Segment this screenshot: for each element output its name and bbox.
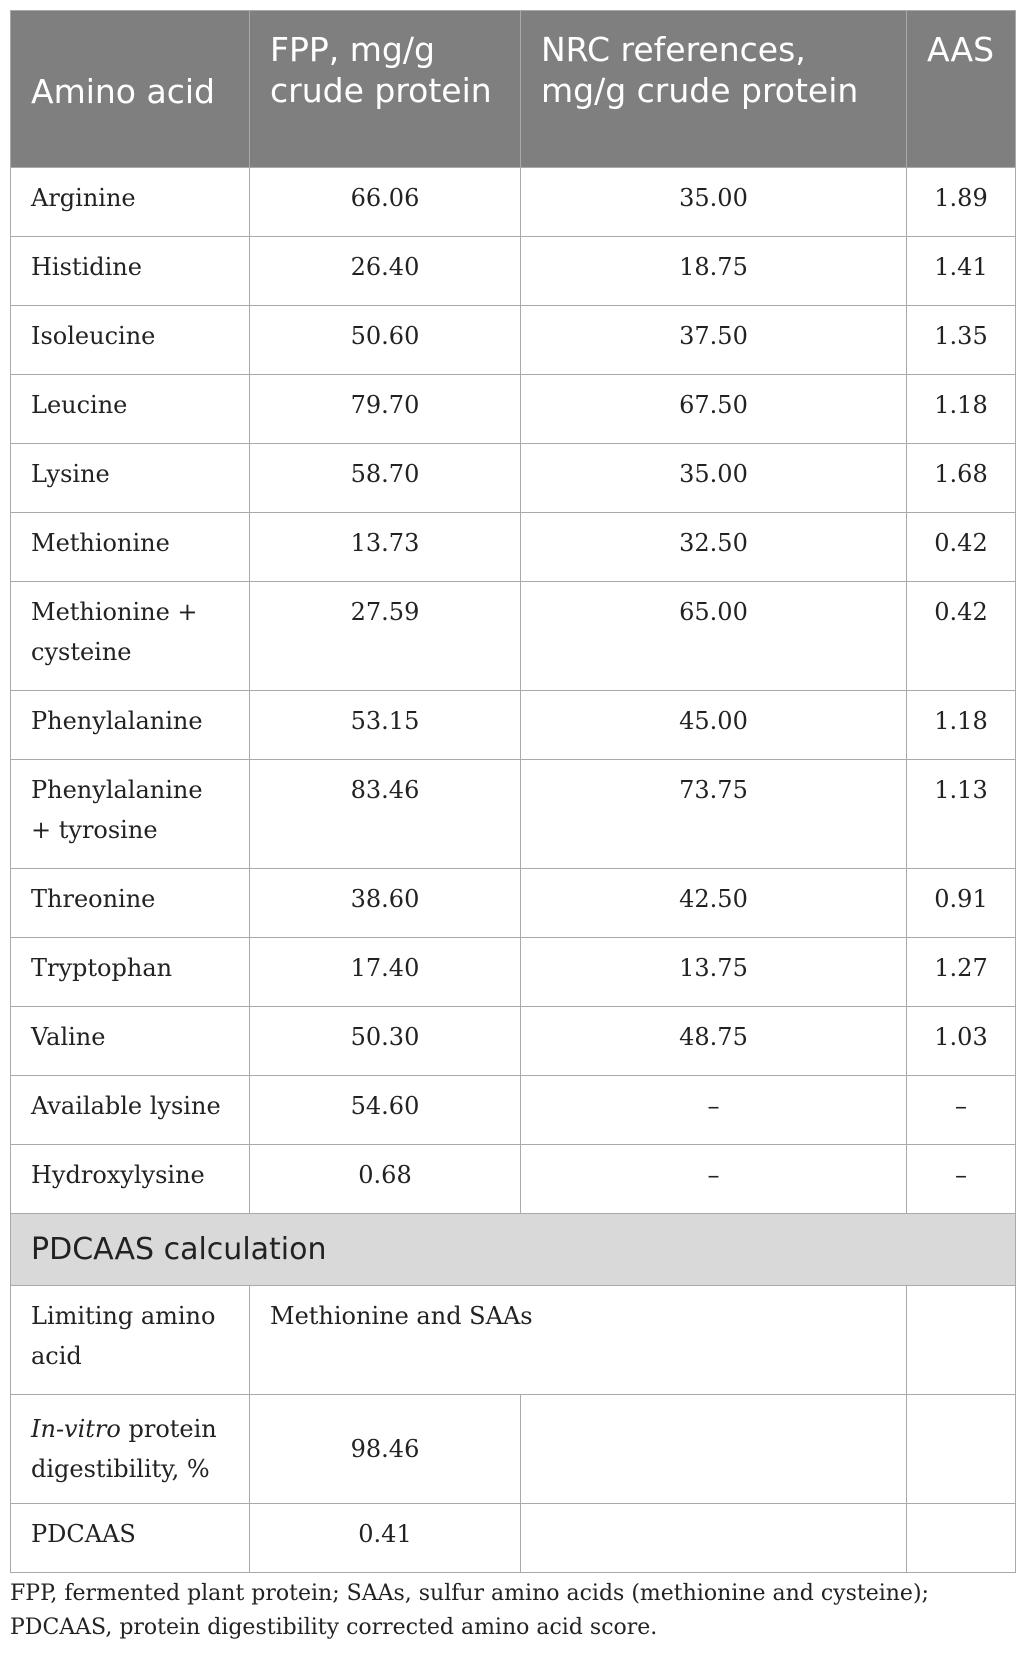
- table-row: [11, 938, 1016, 1007]
- amino-acid-name: Methionine + cysteine: [11, 582, 250, 691]
- fpp-value: 83.46: [250, 760, 521, 869]
- limiting-amino-acid-value: Methionine and SAAs: [250, 1286, 907, 1395]
- nrc-value: –: [521, 1145, 907, 1214]
- nrc-value: 67.50: [521, 375, 907, 444]
- nrc-value: 18.75: [521, 237, 907, 306]
- amino-acid-name: Histidine: [11, 237, 250, 306]
- fpp-value: 54.60: [250, 1076, 521, 1145]
- table-row: [11, 582, 1016, 691]
- aas-value: 1.89: [907, 168, 1016, 237]
- amino-acid-name: Available lysine: [11, 1076, 250, 1145]
- empty-cell: [907, 1286, 1016, 1395]
- empty-cell: [907, 1395, 1016, 1504]
- table-row: [11, 306, 1016, 375]
- aas-value: 1.35: [907, 306, 1016, 375]
- amino-acid-name: Valine: [11, 1007, 250, 1076]
- aas-value: 1.41: [907, 237, 1016, 306]
- table-row: [11, 375, 1016, 444]
- amino-acid-name: Leucine: [11, 375, 250, 444]
- pdcaas-row: [11, 1504, 1016, 1573]
- limiting-amino-acid-row: [11, 1286, 1016, 1395]
- amino-acid-name: Isoleucine: [11, 306, 250, 375]
- aas-value: –: [907, 1145, 1016, 1214]
- limiting-amino-acid-label: Limiting amino acid: [11, 1286, 250, 1395]
- nrc-value: 48.75: [521, 1007, 907, 1076]
- empty-cell: [521, 1504, 907, 1573]
- aas-value: 1.68: [907, 444, 1016, 513]
- amino-acid-name: Methionine: [11, 513, 250, 582]
- fpp-value: 27.59: [250, 582, 521, 691]
- header-nrc: NRC references, mg/g crude protein: [521, 11, 907, 168]
- aas-value: 1.27: [907, 938, 1016, 1007]
- table-row: [11, 444, 1016, 513]
- nrc-value: 13.75: [521, 938, 907, 1007]
- table-row: [11, 760, 1016, 869]
- pdcaas-label: PDCAAS: [11, 1504, 250, 1573]
- aas-value: 0.42: [907, 513, 1016, 582]
- empty-cell: [907, 1504, 1016, 1573]
- nrc-value: 35.00: [521, 444, 907, 513]
- nrc-value: 35.00: [521, 168, 907, 237]
- digestibility-row: [11, 1395, 1016, 1504]
- digestibility-label-rest: protein digestibility, %: [31, 1415, 217, 1483]
- aas-value: 1.18: [907, 375, 1016, 444]
- section-title: PDCAAS calculation: [11, 1214, 1016, 1286]
- nrc-value: 42.50: [521, 869, 907, 938]
- fpp-value: 53.15: [250, 691, 521, 760]
- table-footnote: FPP, fermented plant protein; SAAs, sulfur amino acids (methionine and cysteine); PDCAAS, protein digestibility corrected amino acid score.: [10, 1581, 929, 1640]
- amino-acid-name: Phenylalanine + tyrosine: [11, 760, 250, 869]
- nrc-value: 73.75: [521, 760, 907, 869]
- fpp-value: 58.70: [250, 444, 521, 513]
- aas-value: 0.91: [907, 869, 1016, 938]
- fpp-value: 26.40: [250, 237, 521, 306]
- section-row-pdcaas: [11, 1214, 1016, 1286]
- amino-acid-name: Arginine: [11, 168, 250, 237]
- nrc-value: 45.00: [521, 691, 907, 760]
- table-row: [11, 1007, 1016, 1076]
- fpp-value: 79.70: [250, 375, 521, 444]
- header-aas: AAS: [907, 11, 1016, 168]
- amino-acid-name: Threonine: [11, 869, 250, 938]
- fpp-value: 66.06: [250, 168, 521, 237]
- fpp-value: 38.60: [250, 869, 521, 938]
- digestibility-label: [11, 1395, 250, 1504]
- amino-acid-name: Lysine: [11, 444, 250, 513]
- fpp-value: 50.30: [250, 1007, 521, 1076]
- nrc-value: 37.50: [521, 306, 907, 375]
- amino-acid-table: [10, 10, 1016, 1573]
- header-fpp: FPP, mg/g crude protein: [250, 11, 521, 168]
- digestibility-label-italic: In-vitro: [31, 1415, 121, 1443]
- nrc-value: 65.00: [521, 582, 907, 691]
- fpp-value: 50.60: [250, 306, 521, 375]
- header-row: [11, 11, 1016, 168]
- fpp-value: 17.40: [250, 938, 521, 1007]
- aas-value: –: [907, 1076, 1016, 1145]
- table-row: [11, 691, 1016, 760]
- aas-value: 0.42: [907, 582, 1016, 691]
- digestibility-value: 98.46: [250, 1395, 521, 1504]
- table-row: [11, 1145, 1016, 1214]
- pdcaas-value: 0.41: [250, 1504, 521, 1573]
- header-amino-acid: Amino acid: [11, 11, 250, 168]
- table-row: [11, 237, 1016, 306]
- aas-value: 1.03: [907, 1007, 1016, 1076]
- fpp-value: 0.68: [250, 1145, 521, 1214]
- empty-cell: [521, 1395, 907, 1504]
- amino-acid-name: Phenylalanine: [11, 691, 250, 760]
- table-row: [11, 869, 1016, 938]
- amino-acid-name: Tryptophan: [11, 938, 250, 1007]
- table-row: [11, 513, 1016, 582]
- table-row: [11, 1076, 1016, 1145]
- fpp-value: 13.73: [250, 513, 521, 582]
- aas-value: 1.18: [907, 691, 1016, 760]
- nrc-value: –: [521, 1076, 907, 1145]
- amino-acid-table-container: [10, 10, 1015, 1573]
- amino-acid-name: Hydroxylysine: [11, 1145, 250, 1214]
- nrc-value: 32.50: [521, 513, 907, 582]
- aas-value: 1.13: [907, 760, 1016, 869]
- table-row: [11, 168, 1016, 237]
